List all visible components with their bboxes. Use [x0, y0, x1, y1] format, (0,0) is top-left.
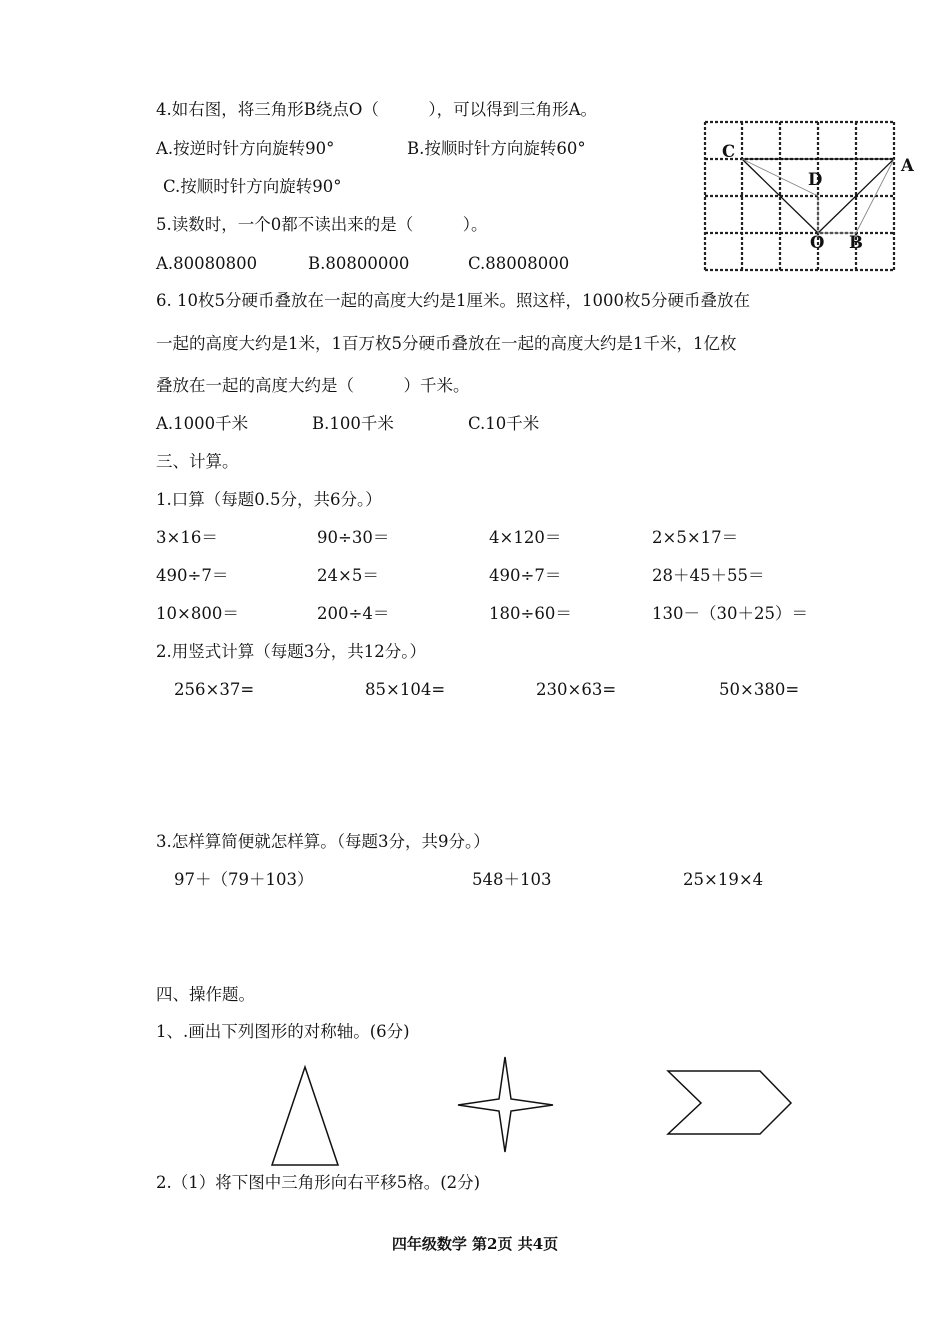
oral-calc-item: 10×800＝: [156, 604, 239, 623]
vertical-calc-item: 230×63=: [536, 680, 617, 699]
oral-calc-item: 130－（30＋25）＝: [652, 604, 808, 623]
simplify-calc-item: 97＋（79＋103）: [174, 870, 314, 889]
vertical-calc-item: 256×37=: [174, 680, 255, 699]
oral-calc-item: 180÷60＝: [489, 604, 572, 623]
q5-option-b: B.80800000: [308, 254, 410, 273]
rotation-grid-figure: [695, 112, 925, 282]
q6-option-c: C.10千米: [468, 414, 540, 433]
oral-calc-item: 200÷4＝: [317, 604, 390, 623]
section-3-title: 三、计算。: [156, 452, 239, 471]
figure-label-a: A: [901, 156, 914, 175]
q5-option-a: A.80080800: [156, 254, 258, 273]
oral-calc-item: 24×5＝: [317, 566, 379, 585]
simplify-calc-item: 25×19×4: [683, 870, 764, 889]
figure-label-c: C: [722, 142, 736, 161]
oral-calc-item: 490÷7＝: [156, 566, 229, 585]
q6-line-1: 6. 10枚5分硬币叠放在一起的高度大约是1厘米。照这样，1000枚5分硬币叠放在: [156, 291, 750, 310]
vertical-calc-title: 2.用竖式计算（每题3分，共12分。）: [156, 642, 426, 661]
figure-label-d: D: [808, 170, 823, 189]
vertical-calc-item: 85×104=: [365, 680, 446, 699]
simplify-calc-title: 3.怎样算简便就怎样算。（每题3分，共9分。）: [156, 832, 490, 851]
vertical-calc-item: 50×380=: [719, 680, 800, 699]
oral-calc-title: 1.口算（每题0.5分，共6分。）: [156, 490, 382, 509]
oral-calc-item: 28＋45＋55＝: [652, 566, 765, 585]
four-point-star-shape: [455, 1054, 556, 1155]
arrow-chevron-shape: [664, 1067, 796, 1137]
oral-calc-item: 90÷30＝: [317, 528, 390, 547]
oral-calc-item: 3×16＝: [156, 528, 218, 547]
oral-calc-item: 2×5×17＝: [652, 528, 739, 547]
q6-option-b: B.100千米: [312, 414, 394, 433]
isosceles-triangle-shape: [268, 1064, 342, 1168]
figure-label-b: B: [849, 233, 863, 252]
q5-stem: 5.读数时，一个0都不读出来的是（ ）。: [156, 215, 488, 234]
figure-label-o: O: [810, 233, 825, 252]
q5-option-c: C.88008000: [468, 254, 570, 273]
oral-calc-item: 490÷7＝: [489, 566, 562, 585]
simplify-calc-item: 548＋103: [472, 870, 552, 889]
oral-calc-item: 4×120＝: [489, 528, 562, 547]
q6-line-2: 一起的高度大约是1米，1百万枚5分硬币叠放在一起的高度大约是1千米，1亿枚: [156, 334, 737, 353]
symmetry-question: 1、.画出下列图形的对称轴。(6分): [156, 1022, 410, 1041]
q4-option-a: A.按逆时针方向旋转90°: [156, 139, 335, 158]
q6-option-a: A.1000千米: [156, 414, 249, 433]
q6-line-3: 叠放在一起的高度大约是（ ）千米。: [156, 376, 470, 395]
q4-option-b: B.按顺时针方向旋转60°: [407, 139, 586, 158]
section-4-title: 四、操作题。: [156, 985, 255, 1004]
translation-question: 2.（1）将下图中三角形向右平移5格。(2分): [156, 1173, 481, 1192]
q4-stem: 4.如右图，将三角形B绕点O（ ），可以得到三角形A。: [156, 100, 598, 119]
page-footer: 四年级数学 第2页 共4页: [391, 1235, 559, 1253]
q4-option-c: C.按顺时针方向旋转90°: [163, 177, 342, 196]
